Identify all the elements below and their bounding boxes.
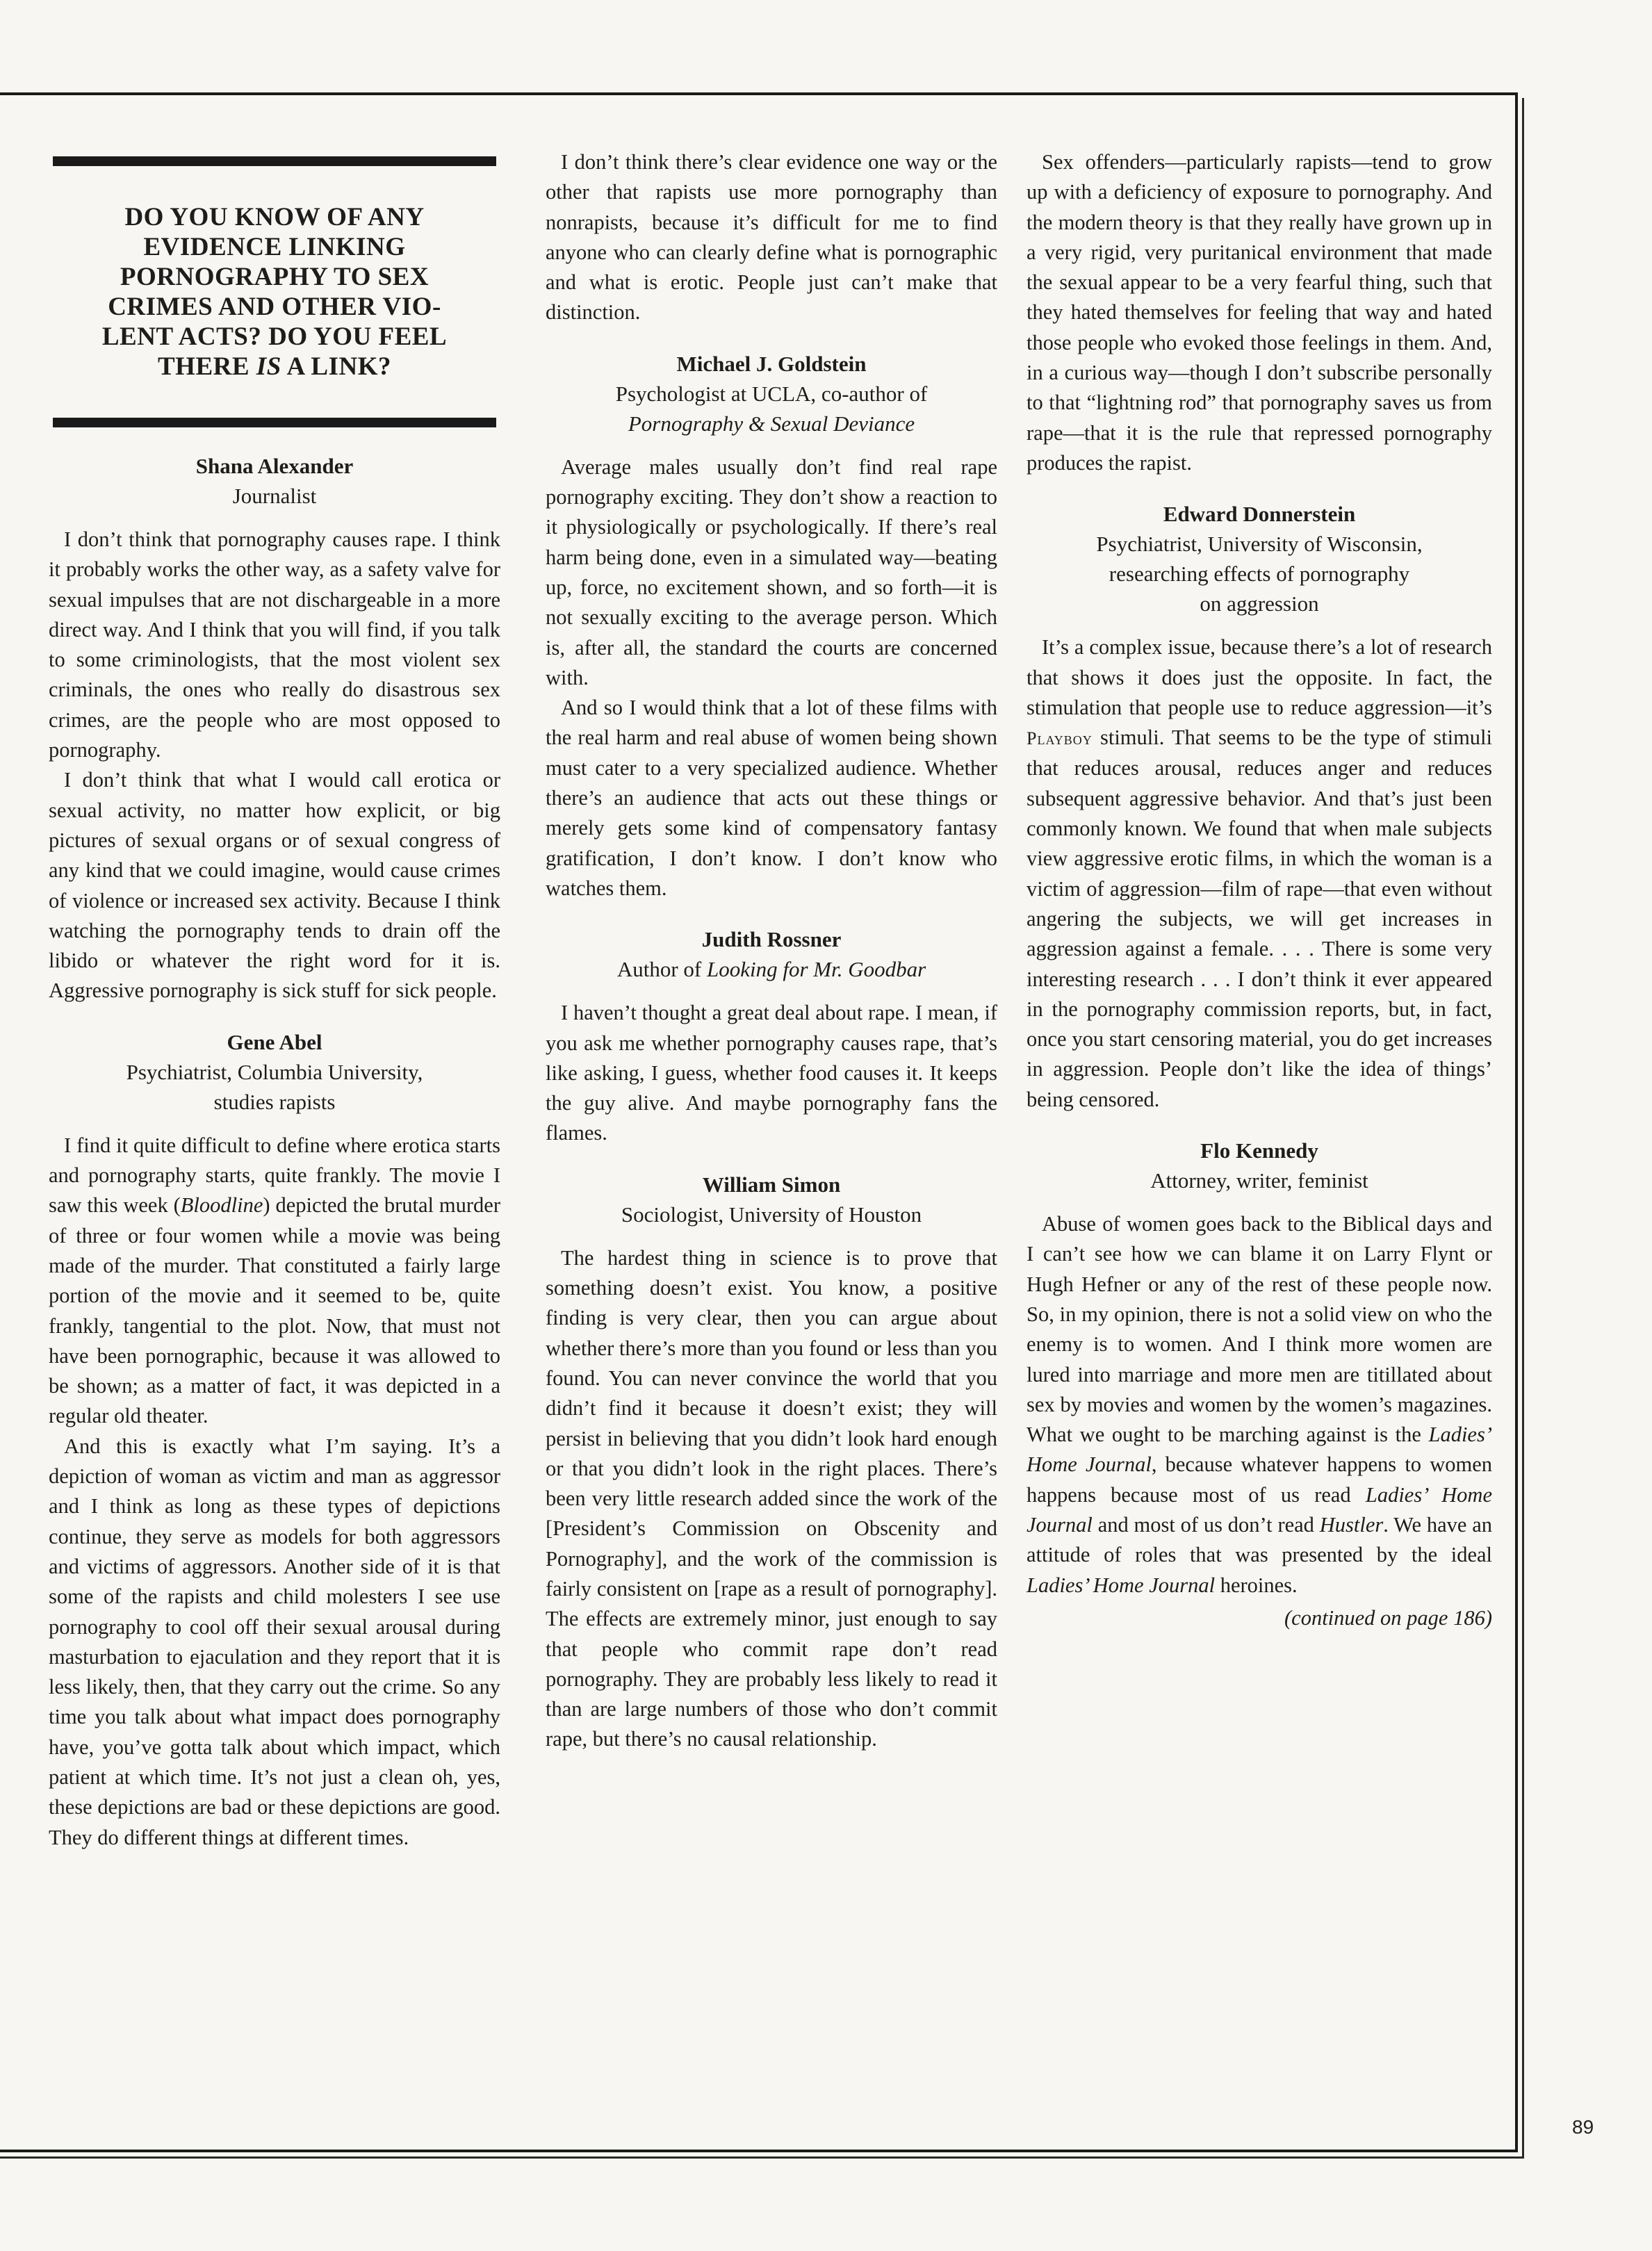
byline-role: Psychologist at UCLA, co-author of xyxy=(615,381,928,406)
byline-role: Journalist xyxy=(232,484,317,508)
byline-role: on aggression xyxy=(1200,591,1319,616)
paragraph: Average males usually don’t find real rape pornography exciting. They don’t show a reaction to it physiologically or psychologically. If there’s real harm being done, even in a simulated way—beating up, force, no excitement shown, and so forth—it is not sexually exciting to the average person. Which is, after all, the standard the courts are concerned with. xyxy=(546,455,997,689)
byline-role: Pornography & Sexual Deviance xyxy=(628,411,915,436)
question-heading: DO YOU KNOW OF ANY EVIDENCE LINKING PORNOGRAPHY TO SEX CRIMES AND OTHER VIO- LENT ACTS? DO YOU FEEL THERE IS A LINK? xyxy=(101,203,448,381)
column-3 xyxy=(1027,147,1492,1633)
byline-name: Judith Rossner xyxy=(701,927,842,952)
paragraph: Abuse of women goes back to the Biblical days and I can’t see how we can blame it on Larry Flynt or Hugh Hefner or any of the rest of these people now. So, in my opinion, there is not a solid view on who the enemy is to women. And I think more women are lured into marriage and more men are titillated about sex by movies and women by the women’s magazines. What we ought to be marching against is the Ladies’ Home Journal, because whatever happens to women happens because most of us read Ladies’ Home Journal and most of us don’t read Hustler. We have an attitude of roles that was presented by the ideal Ladies’ Home Journal heroines. xyxy=(1027,1212,1492,1597)
byline-rossner xyxy=(546,924,997,984)
byline-kennedy xyxy=(1027,1136,1492,1195)
byline-name: Gene Abel xyxy=(227,1029,322,1054)
byline-alexander xyxy=(49,451,500,511)
byline-name: Michael J. Goldstein xyxy=(676,351,867,376)
question-top-rule xyxy=(53,156,496,166)
paragraph: And this is exactly what I’m saying. It’s a depiction of woman as victim and man as aggressor and I think as long as these types of depictions continue, they serve as models for both aggressors and victims of aggressors. Another side of it is that some of the rapists and child molesters I see use pornography to cool off their sexual arousal during masturbation to ejaculation and they report that it is less likely, then, that they carry out the crime. So any time you talk about what impact does pornography have, you’ve gotta talk about which impact, which patient at which time. It’s not just a clean oh, yes, these depictions are bad or these depictions are good. They do different things at different times. xyxy=(49,1434,500,1849)
column-2 xyxy=(546,147,997,1755)
byline-role: Psychiatrist, Columbia University, xyxy=(126,1059,423,1084)
playboy-smallcaps: Playboy xyxy=(1027,728,1093,749)
byline-role: Sociologist, University of Houston xyxy=(621,1202,922,1227)
byline-role: Attorney, writer, feminist xyxy=(1150,1168,1368,1193)
byline-simon xyxy=(546,1170,997,1229)
paragraph: The hardest thing in science is to prove that something doesn’t exist. You know, a positive finding is very clear, then you can argue about whether there’s more than you found or less than you found. You can never convince the world that you didn’t find it because it doesn’t exist; they will persist in believing that you didn’t look hard enough or that you didn’t look in the right places. There’s been very little research added since the work of the [President’s Commission on Obscenity and Pornography], and the work of the commission is fairly consistent on [rape as a result of pornography]. The effects are extremely minor, just enough to say that people who commit rape don’t read pornography. They are probably less likely to read it than are large numbers of those who don’t commit rape, but there’s no causal relationship. xyxy=(546,1245,997,1751)
paragraph: It’s a complex issue, because there’s a lot of research that shows it does just the opposite. In fact, the stimulation that people use to reduce aggression—it’s Playboy stimuli. That seems to be the type of stimuli that reduces arousal, reduces anger and reduces subsequent aggressive behavior. And that’s just been commonly known. We found that when male subjects view aggressive erotic films, in which the woman is a victim of aggression—film of rape—that even without angering the subjects, we will get increases in aggression against a female. . . . There is some very interesting research . . . I don’t think it ever appeared in the pornography commission reports, but, in fact, once you start censoring material, you do get increases in aggression. People don’t like the idea of things’ being censored. xyxy=(1027,635,1492,1111)
byline-name: Flo Kennedy xyxy=(1200,1138,1318,1163)
byline-abel xyxy=(49,1027,500,1117)
page-number: 89 xyxy=(1572,2116,1594,2138)
continued-note: (continued on page 186) xyxy=(1284,1605,1492,1630)
paragraph: I don’t think that pornography causes rape. I think it probably works the other way, as a safety valve for sexual impulses that are not dischargeable in a more direct way. And I think that you will find, if you talk to some criminologists, that the most violent sex criminals, the ones who really do disastrous sex crimes, are the people who are most opposed to pornography. xyxy=(49,527,500,762)
paragraph: I find it quite difficult to define where erotica starts and pornography starts, quite frankly. The movie I saw this week (Bloodline) depicted the brutal murder of three or four women while a movie was being made of the murder. That constituted a fairly large portion of the movie and it seemed to be, quite frankly, tangential to the plot. Now, that must not have been pornographic, because it was allowed to be shown; as a matter of fact, it was depicted in a regular old theater. xyxy=(49,1133,500,1428)
paragraph: I don’t think there’s clear evidence one way or the other that rapists use more pornography than nonrapists, because it’s difficult for me to find anyone who can clearly define what is pornographic and what is erotic. People just can’t make that distinction. xyxy=(546,150,997,325)
byline-role: studies rapists xyxy=(213,1089,336,1114)
paragraph: I don’t think that what I would call erotica or sexual activity, no matter how explicit, or big pictures of sexual organs or of sexual congress of any kind that we could imagine, would cause crimes of violence or increased sex activity. Because I think watching the pornography tends to drain off the libido or whatever the right word for it is. Aggressive pornography is sick stuff for sick people. xyxy=(49,768,500,1003)
paragraph: And so I would think that a lot of these films with the real harm and real abuse of women being shown must cater to a very specialized audience. Whether there’s an audience that acts out these things or merely gets some kind of compensatory fantasy gratification, I don’t know. I don’t know who watches them. xyxy=(546,696,997,900)
paragraph: Sex offenders—particularly rapists—tend to grow up with a deficiency of exposure to pornography. And the modern theory is that they really have grown up in a very rigid, very puritanical environment that made the sexual appear to be a very fearful thing, such that they hated themselves for feeling that way and hated those people who evoked those feelings in them. And, in a curious way—though I don’t subscribe personally to that “lightning rod” that pornography saves us from rape—that it is the rule that repressed pornography produces the rapist. xyxy=(1027,150,1492,475)
byline-role: Psychiatrist, University of Wisconsin, xyxy=(1096,532,1423,557)
byline-donnerstein xyxy=(1027,499,1492,619)
question-box xyxy=(49,156,500,427)
byline-name: Shana Alexander xyxy=(195,454,354,478)
byline-goldstein xyxy=(546,349,997,439)
column-1 xyxy=(49,156,500,1853)
byline-role: Author of Looking for Mr. Goodbar xyxy=(616,957,926,982)
byline-name: William Simon xyxy=(702,1172,841,1197)
paragraph: I haven’t thought a great deal about rape. I mean, if you ask me whether pornography causes rape, that’s like asking, I guess, whether food causes it. It keeps the guy alive. And maybe pornography fans the flames. xyxy=(546,1001,997,1145)
byline-role: researching effects of pornography xyxy=(1109,562,1410,587)
byline-name: Edward Donnerstein xyxy=(1163,502,1356,527)
question-bottom-rule xyxy=(53,418,496,427)
